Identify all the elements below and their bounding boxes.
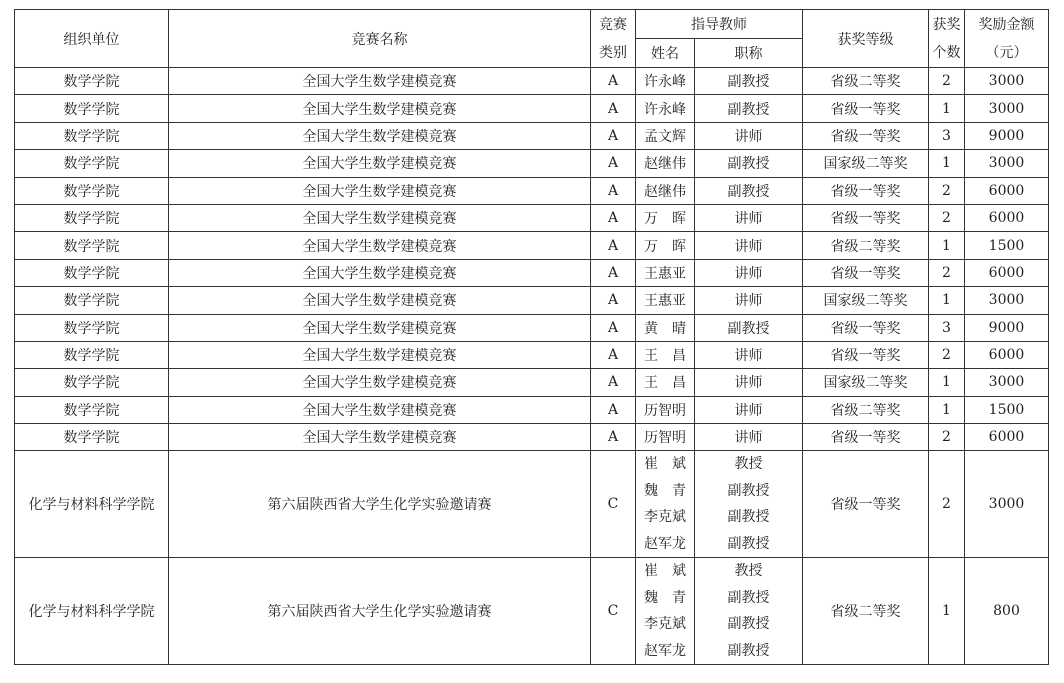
cell-amount: 6000 xyxy=(965,424,1049,451)
cell-amount: 1500 xyxy=(965,396,1049,423)
table-row xyxy=(15,122,1049,149)
cell-comp: 全国大学生数学建模竞赛 xyxy=(169,150,591,177)
teacher-name: 崔 斌 xyxy=(644,456,686,473)
cell-name: 王 昌 xyxy=(636,369,695,396)
cell-count: 2 xyxy=(929,341,965,368)
cell-comp: 全国大学生数学建模竞赛 xyxy=(169,232,591,259)
cell-level: 省级二等奖 xyxy=(803,232,929,259)
cell-title: 讲师 xyxy=(695,396,803,423)
cell-title: 副教授 xyxy=(695,150,803,177)
cell-org: 化学与材料科学学院 xyxy=(15,451,169,558)
teacher-title: 教授 xyxy=(734,563,763,580)
cell-count: 3 xyxy=(929,122,965,149)
cell-level: 省级一等奖 xyxy=(803,204,929,231)
cell-title: 讲师 xyxy=(695,369,803,396)
cell-count: 1 xyxy=(929,232,965,259)
cell-org: 数学学院 xyxy=(15,122,169,149)
cell-cat: A xyxy=(591,341,636,368)
cell-comp: 第六届陕西省大学生化学实验邀请赛 xyxy=(169,451,591,558)
header-count-line1: 获奖 xyxy=(932,16,961,33)
cell-org: 数学学院 xyxy=(15,424,169,451)
table-row xyxy=(15,341,1049,368)
cell-title-list xyxy=(695,451,803,558)
cell-count: 2 xyxy=(929,424,965,451)
header-category-line2: 类别 xyxy=(599,44,627,61)
teacher-name: 魏 青 xyxy=(644,482,686,499)
cell-comp: 全国大学生数学建模竞赛 xyxy=(169,177,591,204)
teacher-name: 李克斌 xyxy=(644,509,686,526)
cell-count: 2 xyxy=(929,451,965,558)
table-row xyxy=(15,424,1049,451)
teacher-title: 副教授 xyxy=(727,509,770,526)
cell-comp: 全国大学生数学建模竞赛 xyxy=(169,259,591,286)
header-teacher-title: 职称 xyxy=(695,39,803,68)
cell-title: 讲师 xyxy=(695,204,803,231)
cell-cat: A xyxy=(591,122,636,149)
header-competition: 竞赛名称 xyxy=(169,10,591,68)
cell-org: 数学学院 xyxy=(15,314,169,341)
cell-level: 省级一等奖 xyxy=(803,122,929,149)
header-amount-line2: （元） xyxy=(985,44,1028,61)
cell-cat: A xyxy=(591,424,636,451)
cell-count: 2 xyxy=(929,259,965,286)
cell-count: 1 xyxy=(929,396,965,423)
cell-level: 省级二等奖 xyxy=(803,396,929,423)
teacher-title: 副教授 xyxy=(727,535,770,552)
table-row xyxy=(15,396,1049,423)
table-row xyxy=(15,68,1049,95)
cell-amount: 3000 xyxy=(965,150,1049,177)
cell-cat: A xyxy=(591,150,636,177)
cell-comp: 全国大学生数学建模竞赛 xyxy=(169,341,591,368)
cell-comp: 全国大学生数学建模竞赛 xyxy=(169,122,591,149)
cell-name: 王 昌 xyxy=(636,341,695,368)
cell-name: 黄 晴 xyxy=(636,314,695,341)
cell-org: 化学与材料科学学院 xyxy=(15,558,169,665)
cell-amount: 6000 xyxy=(965,204,1049,231)
cell-name: 万 晖 xyxy=(636,204,695,231)
table-row-group xyxy=(15,451,1049,558)
cell-cat: A xyxy=(591,204,636,231)
cell-comp: 全国大学生数学建模竞赛 xyxy=(169,314,591,341)
cell-level: 省级一等奖 xyxy=(803,177,929,204)
cell-count: 1 xyxy=(929,558,965,665)
cell-title: 讲师 xyxy=(695,287,803,314)
table-row xyxy=(15,150,1049,177)
award-table-body xyxy=(15,68,1049,665)
cell-comp: 第六届陕西省大学生化学实验邀请赛 xyxy=(169,558,591,665)
cell-org: 数学学院 xyxy=(15,396,169,423)
cell-count: 1 xyxy=(929,369,965,396)
cell-name: 王惠亚 xyxy=(636,259,695,286)
cell-amount: 3000 xyxy=(965,369,1049,396)
cell-name: 许永峰 xyxy=(636,95,695,122)
table-row xyxy=(15,314,1049,341)
cell-count: 2 xyxy=(929,204,965,231)
cell-name-list xyxy=(636,558,695,665)
cell-cat: A xyxy=(591,259,636,286)
table-row xyxy=(15,177,1049,204)
cell-org: 数学学院 xyxy=(15,341,169,368)
header-count-line2: 个数 xyxy=(932,44,961,61)
table-row xyxy=(15,287,1049,314)
cell-level: 省级二等奖 xyxy=(803,68,929,95)
cell-title: 讲师 xyxy=(695,122,803,149)
cell-cat: A xyxy=(591,95,636,122)
table-row xyxy=(15,259,1049,286)
cell-cat: A xyxy=(591,232,636,259)
cell-level: 省级一等奖 xyxy=(803,451,929,558)
cell-comp: 全国大学生数学建模竞赛 xyxy=(169,204,591,231)
header-level: 获奖等级 xyxy=(803,10,929,68)
cell-title: 讲师 xyxy=(695,259,803,286)
table-row xyxy=(15,204,1049,231)
cell-count: 2 xyxy=(929,68,965,95)
cell-level: 省级一等奖 xyxy=(803,314,929,341)
cell-cat: A xyxy=(591,314,636,341)
teacher-name: 崔 斌 xyxy=(644,563,686,580)
cell-cat: A xyxy=(591,68,636,95)
teacher-name: 赵军龙 xyxy=(644,535,686,552)
cell-level: 省级一等奖 xyxy=(803,341,929,368)
cell-count: 2 xyxy=(929,177,965,204)
cell-comp: 全国大学生数学建模竞赛 xyxy=(169,287,591,314)
cell-name: 王惠亚 xyxy=(636,287,695,314)
table-row xyxy=(15,369,1049,396)
cell-comp: 全国大学生数学建模竞赛 xyxy=(169,396,591,423)
cell-cat: C xyxy=(591,558,636,665)
cell-title: 副教授 xyxy=(695,177,803,204)
cell-amount: 6000 xyxy=(965,177,1049,204)
header-org: 组织单位 xyxy=(15,10,169,68)
cell-level: 国家级二等奖 xyxy=(803,369,929,396)
cell-level: 国家级二等奖 xyxy=(803,150,929,177)
cell-amount: 3000 xyxy=(965,68,1049,95)
cell-level: 省级一等奖 xyxy=(803,259,929,286)
cell-cat: A xyxy=(591,369,636,396)
teacher-title: 副教授 xyxy=(727,589,770,606)
teacher-title: 副教授 xyxy=(727,642,770,659)
cell-name: 赵继伟 xyxy=(636,177,695,204)
table-row-group xyxy=(15,558,1049,665)
award-table-wrapper xyxy=(14,9,1049,665)
cell-comp: 全国大学生数学建模竞赛 xyxy=(169,95,591,122)
cell-level: 国家级二等奖 xyxy=(803,287,929,314)
cell-org: 数学学院 xyxy=(15,68,169,95)
teacher-name: 魏 青 xyxy=(644,589,686,606)
cell-count: 1 xyxy=(929,95,965,122)
cell-amount: 800 xyxy=(965,558,1049,665)
cell-level: 省级一等奖 xyxy=(803,424,929,451)
cell-name: 万 晖 xyxy=(636,232,695,259)
teacher-name: 赵军龙 xyxy=(644,642,686,659)
cell-title: 副教授 xyxy=(695,314,803,341)
cell-comp: 全国大学生数学建模竞赛 xyxy=(169,424,591,451)
header-amount-line1: 奖励金额 xyxy=(978,16,1035,33)
cell-cat: C xyxy=(591,451,636,558)
teacher-title: 教授 xyxy=(734,456,763,473)
award-table xyxy=(14,9,1049,665)
header-category xyxy=(591,10,636,68)
cell-name: 孟文辉 xyxy=(636,122,695,149)
cell-org: 数学学院 xyxy=(15,287,169,314)
teacher-title: 副教授 xyxy=(727,616,770,633)
teacher-title: 副教授 xyxy=(727,482,770,499)
cell-name: 赵继伟 xyxy=(636,150,695,177)
table-row xyxy=(15,95,1049,122)
cell-count: 1 xyxy=(929,150,965,177)
cell-amount: 3000 xyxy=(965,95,1049,122)
cell-cat: A xyxy=(591,287,636,314)
cell-comp: 全国大学生数学建模竞赛 xyxy=(169,369,591,396)
cell-level: 省级一等奖 xyxy=(803,95,929,122)
cell-title: 讲师 xyxy=(695,341,803,368)
cell-amount: 3000 xyxy=(965,287,1049,314)
cell-comp: 全国大学生数学建模竞赛 xyxy=(169,68,591,95)
cell-level: 省级二等奖 xyxy=(803,558,929,665)
cell-amount: 9000 xyxy=(965,122,1049,149)
header-category-line1: 竞赛 xyxy=(599,16,627,33)
cell-org: 数学学院 xyxy=(15,232,169,259)
cell-title-list xyxy=(695,558,803,665)
cell-cat: A xyxy=(591,396,636,423)
cell-title: 副教授 xyxy=(695,68,803,95)
cell-title: 讲师 xyxy=(695,232,803,259)
cell-title: 副教授 xyxy=(695,95,803,122)
cell-name: 许永峰 xyxy=(636,68,695,95)
cell-name: 历智明 xyxy=(636,396,695,423)
header-teacher-name: 姓名 xyxy=(636,39,695,68)
cell-amount: 9000 xyxy=(965,314,1049,341)
header-amount xyxy=(965,10,1049,68)
cell-name: 历智明 xyxy=(636,424,695,451)
cell-org: 数学学院 xyxy=(15,177,169,204)
cell-amount: 1500 xyxy=(965,232,1049,259)
cell-amount: 3000 xyxy=(965,451,1049,558)
teacher-name: 李克斌 xyxy=(644,616,686,633)
cell-count: 1 xyxy=(929,287,965,314)
cell-count: 3 xyxy=(929,314,965,341)
cell-org: 数学学院 xyxy=(15,150,169,177)
cell-cat: A xyxy=(591,177,636,204)
cell-org: 数学学院 xyxy=(15,369,169,396)
cell-org: 数学学院 xyxy=(15,204,169,231)
cell-amount: 6000 xyxy=(965,341,1049,368)
cell-org: 数学学院 xyxy=(15,95,169,122)
header-count xyxy=(929,10,965,68)
header-teacher: 指导教师 xyxy=(636,10,803,39)
cell-amount: 6000 xyxy=(965,259,1049,286)
table-row xyxy=(15,232,1049,259)
cell-org: 数学学院 xyxy=(15,259,169,286)
cell-title: 讲师 xyxy=(695,424,803,451)
cell-name-list xyxy=(636,451,695,558)
